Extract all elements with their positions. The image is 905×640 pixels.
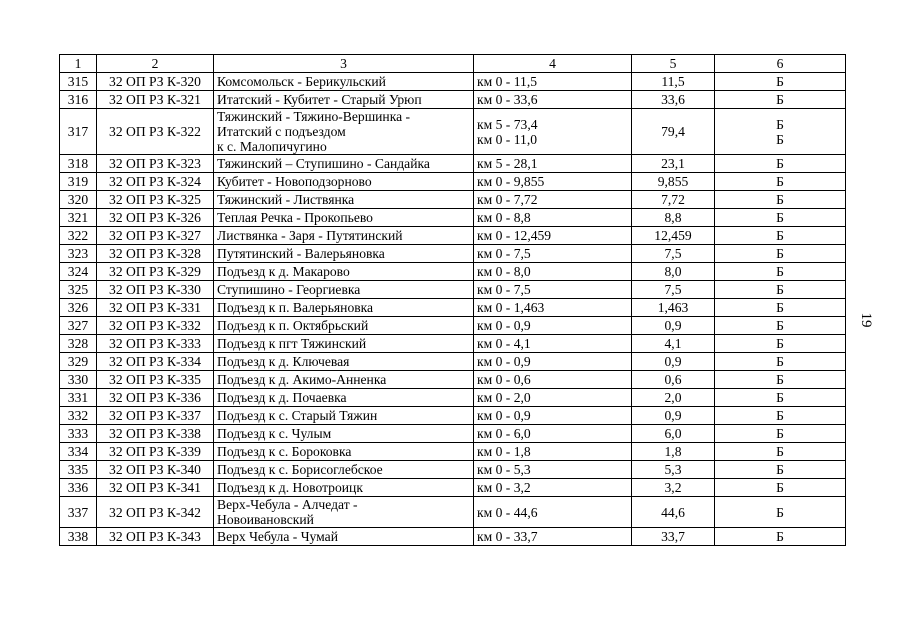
length-cell: 7,72 (632, 191, 715, 209)
road-code-cell: 32 ОП РЗ К-324 (97, 173, 214, 191)
road-name-line: Подъезд к д. Новотроицк (217, 480, 363, 495)
length-cell: 4,1 (632, 335, 715, 353)
category-cell (715, 155, 846, 173)
km-range-line: км 5 - 73,4 (477, 116, 538, 132)
category-line: Б (776, 174, 784, 189)
category-line: Б (776, 264, 784, 279)
row-number-cell: 321 (60, 209, 97, 227)
length-cell: 23,1 (632, 155, 715, 173)
length-cell: 12,459 (632, 227, 715, 245)
category-line: Б (776, 210, 784, 225)
road-name-line: Верх Чебула - Чумай (217, 529, 338, 544)
table-row (60, 443, 846, 461)
category-line: Б (776, 390, 784, 405)
category-line: Б (776, 74, 784, 89)
category-line: Б (776, 408, 784, 423)
km-range-cell (474, 173, 632, 191)
category-line: Б (776, 228, 784, 243)
table-row (60, 497, 846, 528)
category-line: Б (776, 246, 784, 261)
road-code-cell: 32 ОП РЗ К-338 (97, 425, 214, 443)
row-number-cell: 327 (60, 317, 97, 335)
table-row (60, 425, 846, 443)
road-code-cell: 32 ОП РЗ К-332 (97, 317, 214, 335)
road-code-cell: 32 ОП РЗ К-329 (97, 263, 214, 281)
road-name-line: Подъезд к с. Чулым (217, 426, 332, 441)
header-cell-2: 2 (97, 55, 214, 73)
length-cell: 2,0 (632, 389, 715, 407)
table-row (60, 407, 846, 425)
length-cell: 9,855 (632, 173, 715, 191)
km-range-cell (474, 245, 632, 263)
length-cell: 6,0 (632, 425, 715, 443)
km-range-line: км 0 - 9,855 (477, 174, 545, 189)
header-cell-4: 4 (474, 55, 632, 73)
category-cell (715, 335, 846, 353)
category-line: Б (776, 156, 784, 171)
road-name-cell (214, 371, 474, 389)
km-range-line: км 0 - 0,9 (477, 408, 531, 423)
length-cell: 8,0 (632, 263, 715, 281)
km-range-cell (474, 371, 632, 389)
table-row (60, 109, 846, 155)
category-cell (715, 245, 846, 263)
km-range-line: км 0 - 33,6 (477, 92, 538, 107)
km-range-cell (474, 109, 632, 155)
table-row (60, 191, 846, 209)
road-name-line: Листвянка - Заря - Путятинский (217, 228, 403, 243)
road-name-line: к с. Малопичугино (217, 139, 327, 154)
road-name-line: Подъезд к с. Старый Тяжин (217, 408, 378, 423)
category-cell (715, 317, 846, 335)
row-number-cell: 318 (60, 155, 97, 173)
km-range-line: км 0 - 0,9 (477, 354, 531, 369)
length-cell: 3,2 (632, 479, 715, 497)
road-code-cell: 32 ОП РЗ К-340 (97, 461, 214, 479)
km-range-cell (474, 281, 632, 299)
road-code-cell: 32 ОП РЗ К-341 (97, 479, 214, 497)
table-row (60, 209, 846, 227)
km-range-cell (474, 497, 632, 528)
row-number-cell: 337 (60, 497, 97, 528)
row-number-cell: 328 (60, 335, 97, 353)
table-row (60, 335, 846, 353)
table-row (60, 389, 846, 407)
road-name-line: Подъезд к п. Октябрьский (217, 318, 369, 333)
category-cell (715, 407, 846, 425)
category-cell (715, 109, 846, 155)
category-line: Б (776, 354, 784, 369)
category-line: Б (776, 282, 784, 297)
table-row (60, 371, 846, 389)
road-name-line: Тяжинский – Ступишино - Сандайка (217, 156, 430, 171)
length-cell: 0,9 (632, 317, 715, 335)
table-row (60, 245, 846, 263)
page-number: 19 (858, 312, 874, 328)
km-range-line: км 0 - 3,2 (477, 480, 531, 495)
road-name-cell (214, 389, 474, 407)
category-cell (715, 371, 846, 389)
row-number-cell: 333 (60, 425, 97, 443)
road-name-cell (214, 245, 474, 263)
road-name-line: Подъезд к д. Акимо-Анненка (217, 372, 387, 387)
road-name-line: Новоивановский (217, 512, 314, 527)
road-code-cell: 32 ОП РЗ К-333 (97, 335, 214, 353)
km-range-line: км 0 - 1,8 (477, 444, 531, 459)
km-range-line: км 0 - 6,0 (477, 426, 531, 441)
km-range-line: км 0 - 7,72 (477, 192, 538, 207)
category-line: Б (776, 529, 784, 544)
row-number-cell: 338 (60, 528, 97, 546)
road-code-cell: 32 ОП РЗ К-331 (97, 299, 214, 317)
road-name-line: Верх-Чебула - Алчедат - (217, 497, 358, 512)
header-cell-6: 6 (715, 55, 846, 73)
road-name-cell (214, 461, 474, 479)
km-range-cell (474, 425, 632, 443)
road-code-cell: 32 ОП РЗ К-325 (97, 191, 214, 209)
category-cell (715, 497, 846, 528)
km-range-cell (474, 528, 632, 546)
row-number-cell: 332 (60, 407, 97, 425)
km-range-cell (474, 461, 632, 479)
road-code-cell: 32 ОП РЗ К-343 (97, 528, 214, 546)
road-name-cell (214, 479, 474, 497)
length-cell: 7,5 (632, 281, 715, 299)
km-range-line: км 5 - 28,1 (477, 156, 538, 171)
road-code-cell: 32 ОП РЗ К-326 (97, 209, 214, 227)
road-code-cell: 32 ОП РЗ К-320 (97, 73, 214, 91)
category-line: Б (776, 426, 784, 441)
road-code-cell: 32 ОП РЗ К-342 (97, 497, 214, 528)
category-cell (715, 91, 846, 109)
road-code-cell: 32 ОП РЗ К-335 (97, 371, 214, 389)
category-cell (715, 281, 846, 299)
row-number-cell: 330 (60, 371, 97, 389)
roads-table-body (60, 55, 846, 546)
road-name-line: Путятинский - Валерьяновка (217, 246, 385, 261)
category-cell (715, 353, 846, 371)
road-name-cell (214, 443, 474, 461)
road-code-cell: 32 ОП РЗ К-334 (97, 353, 214, 371)
table-row (60, 461, 846, 479)
road-name-cell (214, 299, 474, 317)
road-code-cell: 32 ОП РЗ К-330 (97, 281, 214, 299)
road-name-line: Комсомольск - Берикульский (217, 74, 386, 89)
km-range-cell (474, 353, 632, 371)
row-number-cell: 316 (60, 91, 97, 109)
table-row (60, 91, 846, 109)
road-code-cell: 32 ОП РЗ К-327 (97, 227, 214, 245)
length-cell: 0,9 (632, 353, 715, 371)
category-line: Б (776, 92, 784, 107)
row-number-cell: 334 (60, 443, 97, 461)
table-row (60, 281, 846, 299)
category-line: Б (776, 318, 784, 333)
length-cell: 0,9 (632, 407, 715, 425)
length-cell: 33,6 (632, 91, 715, 109)
km-range-cell (474, 299, 632, 317)
km-range-line: км 0 - 44,6 (477, 504, 538, 520)
road-name-cell (214, 497, 474, 528)
road-code-cell: 32 ОП РЗ К-337 (97, 407, 214, 425)
category-cell (715, 209, 846, 227)
category-cell (715, 479, 846, 497)
length-cell: 1,463 (632, 299, 715, 317)
row-number-cell: 326 (60, 299, 97, 317)
category-line: Б (776, 504, 784, 520)
road-name-cell (214, 353, 474, 371)
category-cell (715, 461, 846, 479)
row-number-cell: 335 (60, 461, 97, 479)
row-number-cell: 329 (60, 353, 97, 371)
road-name-line: Тяжинский - Тяжино-Вершинка - (217, 109, 411, 124)
km-range-line: км 0 - 7,5 (477, 282, 531, 297)
km-range-cell (474, 317, 632, 335)
km-range-cell (474, 443, 632, 461)
length-cell: 5,3 (632, 461, 715, 479)
km-range-line: км 0 - 0,6 (477, 372, 531, 387)
road-name-line: Подъезд к д. Макарово (217, 264, 350, 279)
table-row (60, 263, 846, 281)
km-range-line: км 0 - 2,0 (477, 390, 531, 405)
road-name-line: Тяжинский - Листвянка (217, 192, 355, 207)
road-name-cell (214, 281, 474, 299)
category-line: Б (776, 372, 784, 387)
header-row (60, 55, 846, 73)
roads-table (59, 54, 846, 546)
km-range-line: км 0 - 11,0 (477, 131, 538, 147)
length-cell: 44,6 (632, 497, 715, 528)
road-name-line: Подъезд к пгт Тяжинский (217, 336, 367, 351)
road-name-line: Кубитет - Новоподзорново (217, 174, 372, 189)
row-number-cell: 317 (60, 109, 97, 155)
table-row (60, 317, 846, 335)
header-cell-1: 1 (60, 55, 97, 73)
category-cell (715, 227, 846, 245)
row-number-cell: 320 (60, 191, 97, 209)
table-row (60, 353, 846, 371)
road-name-cell (214, 109, 474, 155)
road-name-cell (214, 335, 474, 353)
road-name-cell (214, 425, 474, 443)
km-range-cell (474, 407, 632, 425)
length-cell: 33,7 (632, 528, 715, 546)
row-number-cell: 323 (60, 245, 97, 263)
km-range-cell (474, 91, 632, 109)
road-code-cell: 32 ОП РЗ К-321 (97, 91, 214, 109)
km-range-cell (474, 73, 632, 91)
length-cell: 79,4 (632, 109, 715, 155)
category-line: Б (776, 444, 784, 459)
table-row (60, 155, 846, 173)
category-line: Б (776, 300, 784, 315)
road-name-cell (214, 191, 474, 209)
road-name-line: Подъезд к д. Ключевая (217, 354, 350, 369)
row-number-cell: 331 (60, 389, 97, 407)
road-name-line: Подъезд к с. Борисоглебское (217, 462, 383, 477)
length-cell: 1,8 (632, 443, 715, 461)
category-cell (715, 528, 846, 546)
category-cell (715, 443, 846, 461)
table-row (60, 173, 846, 191)
road-name-line: Теплая Речка - Прокопьево (217, 210, 373, 225)
road-name-cell (214, 317, 474, 335)
road-name-cell (214, 91, 474, 109)
road-code-cell: 32 ОП РЗ К-323 (97, 155, 214, 173)
row-number-cell: 319 (60, 173, 97, 191)
category-line: Б (776, 131, 784, 147)
row-number-cell: 315 (60, 73, 97, 91)
road-code-cell: 32 ОП РЗ К-328 (97, 245, 214, 263)
category-cell (715, 263, 846, 281)
length-cell: 7,5 (632, 245, 715, 263)
row-number-cell: 324 (60, 263, 97, 281)
length-cell: 8,8 (632, 209, 715, 227)
km-range-cell (474, 335, 632, 353)
road-code-cell: 32 ОП РЗ К-322 (97, 109, 214, 155)
header-cell-3: 3 (214, 55, 474, 73)
road-name-cell (214, 73, 474, 91)
road-name-line: Итатский с подъездом (217, 124, 346, 139)
row-number-cell: 322 (60, 227, 97, 245)
category-cell (715, 299, 846, 317)
road-code-cell: 32 ОП РЗ К-336 (97, 389, 214, 407)
length-cell: 0,6 (632, 371, 715, 389)
table-row (60, 528, 846, 546)
header-cell-5: 5 (632, 55, 715, 73)
row-number-cell: 336 (60, 479, 97, 497)
category-cell (715, 425, 846, 443)
road-name-line: Подъезд к п. Валерьяновка (217, 300, 374, 315)
category-cell (715, 191, 846, 209)
table-row (60, 73, 846, 91)
km-range-cell (474, 389, 632, 407)
km-range-cell (474, 479, 632, 497)
category-line: Б (776, 336, 784, 351)
km-range-line: км 0 - 8,0 (477, 264, 531, 279)
km-range-line: км 0 - 12,459 (477, 228, 552, 243)
road-name-cell (214, 528, 474, 546)
km-range-line: км 0 - 11,5 (477, 74, 538, 89)
category-line: Б (776, 462, 784, 477)
road-code-cell: 32 ОП РЗ К-339 (97, 443, 214, 461)
road-name-cell (214, 227, 474, 245)
road-name-cell (214, 407, 474, 425)
km-range-cell (474, 263, 632, 281)
road-name-cell (214, 155, 474, 173)
category-cell (715, 73, 846, 91)
category-cell (715, 173, 846, 191)
table-row (60, 227, 846, 245)
road-name-line: Подъезд к с. Бороковка (217, 444, 352, 459)
km-range-cell (474, 227, 632, 245)
km-range-line: км 0 - 4,1 (477, 336, 531, 351)
km-range-line: км 0 - 33,7 (477, 529, 538, 544)
road-name-cell (214, 173, 474, 191)
road-name-line: Итатский - Кубитет - Старый Урюп (217, 92, 422, 107)
km-range-cell (474, 209, 632, 227)
category-line: Б (776, 116, 784, 132)
category-cell (715, 389, 846, 407)
km-range-line: км 0 - 5,3 (477, 462, 531, 477)
road-name-cell (214, 209, 474, 227)
km-range-cell (474, 191, 632, 209)
km-range-line: км 0 - 7,5 (477, 246, 531, 261)
table-row (60, 299, 846, 317)
km-range-line: км 0 - 0,9 (477, 318, 531, 333)
category-line: Б (776, 480, 784, 495)
km-range-cell (474, 155, 632, 173)
table-row (60, 479, 846, 497)
km-range-line: км 0 - 8,8 (477, 210, 531, 225)
road-name-line: Подъезд к д. Почаевка (217, 390, 347, 405)
road-name-line: Ступишино - Георгиевка (217, 282, 361, 297)
road-name-cell (214, 263, 474, 281)
row-number-cell: 325 (60, 281, 97, 299)
km-range-line: км 0 - 1,463 (477, 300, 545, 315)
length-cell: 11,5 (632, 73, 715, 91)
category-line: Б (776, 192, 784, 207)
